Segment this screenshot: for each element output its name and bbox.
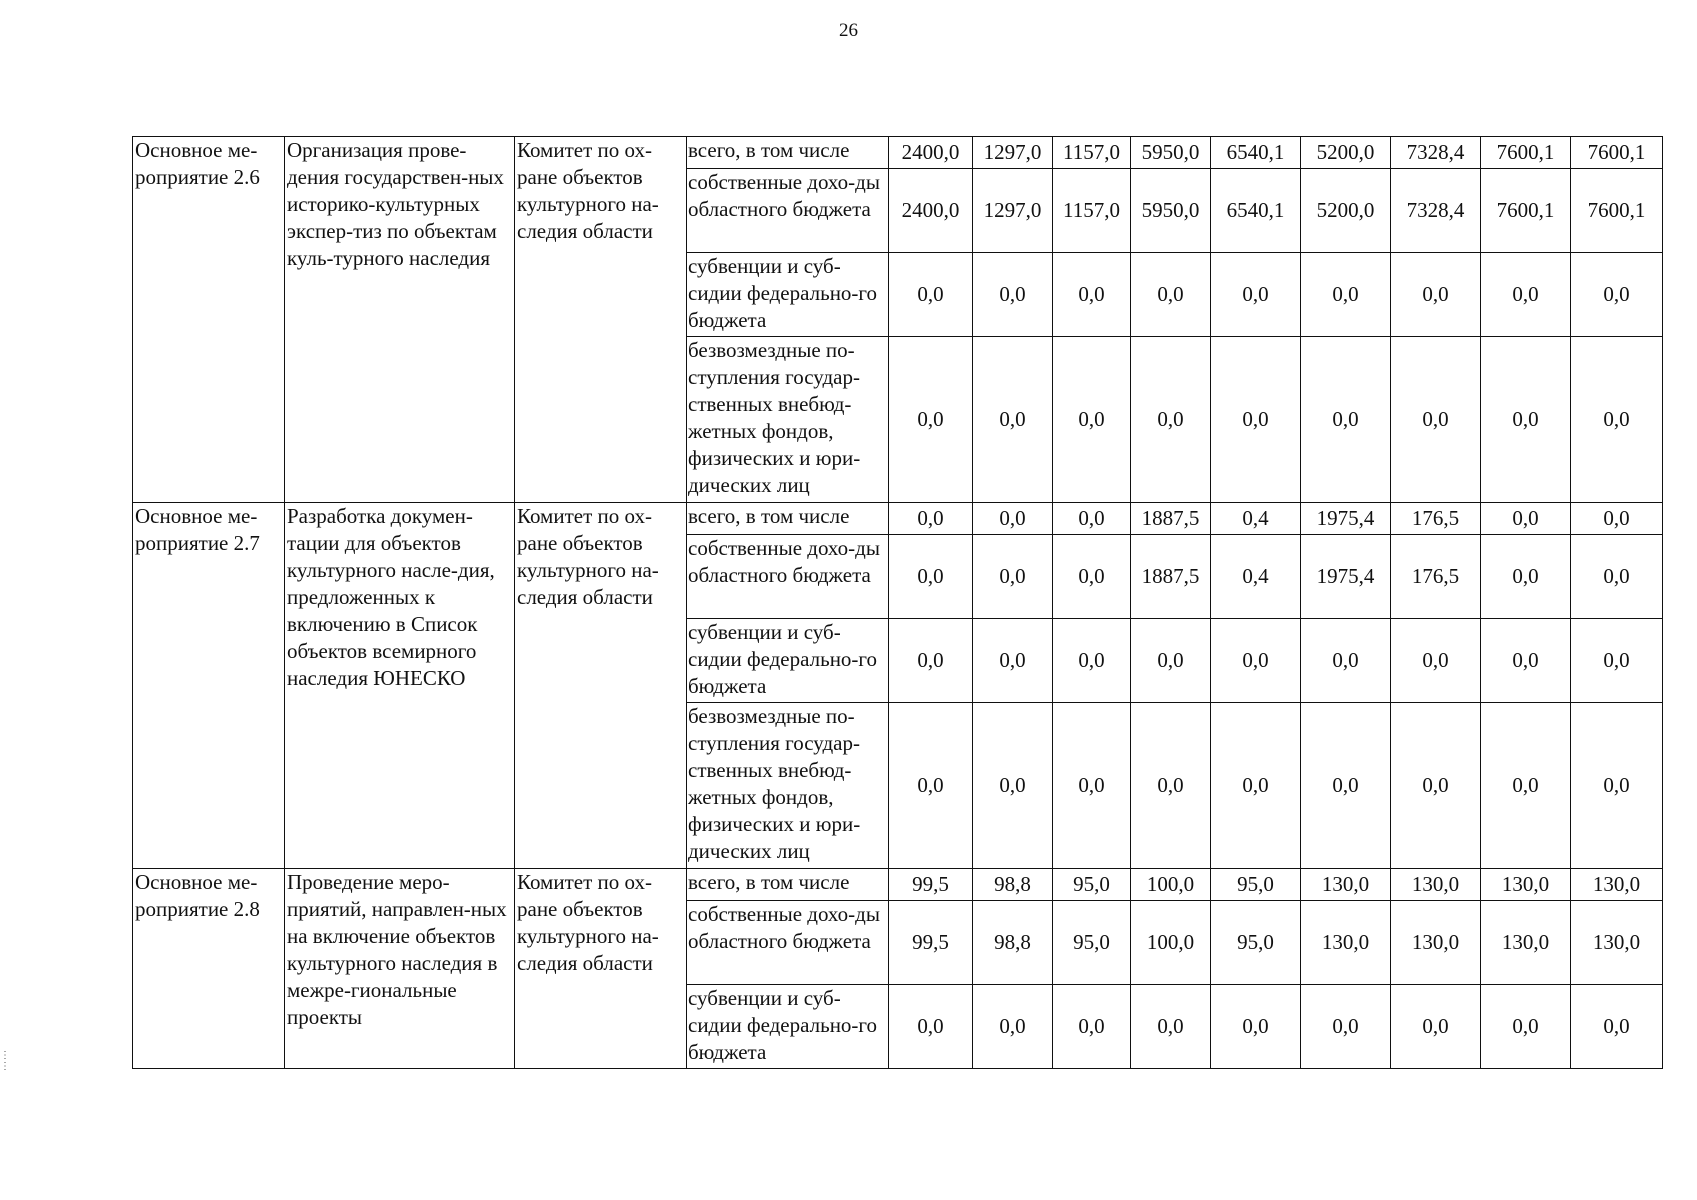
- amount-cell: 0,0: [1391, 703, 1481, 869]
- table-body: [133, 137, 1663, 1069]
- amount-cell: 0,0: [1053, 985, 1131, 1069]
- amount-cell: 130,0: [1301, 901, 1391, 985]
- amount-cell: 0,0: [889, 253, 973, 337]
- amount-cell: 130,0: [1571, 869, 1663, 901]
- amount-cell: 130,0: [1571, 901, 1663, 985]
- amount-cell: 0,0: [973, 703, 1053, 869]
- amount-cell: 0,0: [1053, 703, 1131, 869]
- description-cell: Организация прове-дения государствен-ных историко-культурных экспер-тиз по объектам куль-турного наследия: [285, 137, 515, 503]
- amount-cell: 0,0: [889, 619, 973, 703]
- amount-cell: 0,0: [1481, 703, 1571, 869]
- amount-cell: 0,0: [973, 619, 1053, 703]
- activity-cell: Основное ме-роприятие 2.8: [133, 869, 285, 1069]
- amount-cell: 7600,1: [1571, 169, 1663, 253]
- amount-cell: 0,4: [1211, 535, 1301, 619]
- amount-cell: 0,0: [1481, 985, 1571, 1069]
- amount-cell: 130,0: [1301, 869, 1391, 901]
- amount-cell: 2400,0: [889, 137, 973, 169]
- amount-cell: 0,0: [1481, 619, 1571, 703]
- amount-cell: 7600,1: [1571, 137, 1663, 169]
- amount-cell: 5200,0: [1301, 169, 1391, 253]
- amount-cell: 130,0: [1391, 869, 1481, 901]
- funding-source-cell: всего, в том числе: [687, 137, 889, 169]
- amount-cell: 0,0: [1481, 337, 1571, 503]
- amount-cell: 0,4: [1211, 503, 1301, 535]
- amount-cell: 1887,5: [1131, 535, 1211, 619]
- amount-cell: 1297,0: [973, 137, 1053, 169]
- amount-cell: 0,0: [1481, 253, 1571, 337]
- amount-cell: 7600,1: [1481, 137, 1571, 169]
- amount-cell: 7328,4: [1391, 169, 1481, 253]
- amount-cell: 95,0: [1053, 869, 1131, 901]
- amount-cell: 1157,0: [1053, 137, 1131, 169]
- amount-cell: 1157,0: [1053, 169, 1131, 253]
- funding-source-cell: всего, в том числе: [687, 503, 889, 535]
- amount-cell: 130,0: [1481, 869, 1571, 901]
- amount-cell: 0,0: [889, 337, 973, 503]
- amount-cell: 98,8: [973, 901, 1053, 985]
- amount-cell: 0,0: [1391, 253, 1481, 337]
- amount-cell: 0,0: [1053, 535, 1131, 619]
- funding-source-cell: субвенции и суб-сидии федерально-го бюджета: [687, 253, 889, 337]
- amount-cell: 6540,1: [1211, 137, 1301, 169]
- amount-cell: 0,0: [1131, 337, 1211, 503]
- description-cell: Проведение меро-приятий, направлен-ных на включение объектов культурного наследия в межре-гиональные проекты: [285, 869, 515, 1069]
- funding-table: [132, 136, 1663, 1069]
- amount-cell: 0,0: [1301, 619, 1391, 703]
- amount-cell: 0,0: [1571, 535, 1663, 619]
- funding-source-cell: собственные дохо-ды областного бюджета: [687, 169, 889, 253]
- amount-cell: 176,5: [1391, 535, 1481, 619]
- amount-cell: 0,0: [1391, 619, 1481, 703]
- amount-cell: 5950,0: [1131, 137, 1211, 169]
- amount-cell: 0,0: [1571, 503, 1663, 535]
- amount-cell: 0,0: [1053, 619, 1131, 703]
- amount-cell: 0,0: [1211, 337, 1301, 503]
- amount-cell: 1297,0: [973, 169, 1053, 253]
- amount-cell: 0,0: [1211, 985, 1301, 1069]
- amount-cell: 95,0: [1211, 869, 1301, 901]
- amount-cell: 5950,0: [1131, 169, 1211, 253]
- table-row: [133, 869, 1663, 901]
- amount-cell: 0,0: [1131, 703, 1211, 869]
- page-number: 26: [839, 20, 858, 41]
- amount-cell: 2400,0: [889, 169, 973, 253]
- amount-cell: 130,0: [1481, 901, 1571, 985]
- amount-cell: 0,0: [889, 703, 973, 869]
- amount-cell: 0,0: [1571, 337, 1663, 503]
- description-cell: Разработка докумен-тации для объектов культурного насле-дия, предложенных к включению в Список объектов всемирного наследия ЮНЕСКО: [285, 503, 515, 869]
- amount-cell: 0,0: [889, 535, 973, 619]
- amount-cell: 0,0: [1391, 337, 1481, 503]
- funding-source-cell: субвенции и суб-сидии федерально-го бюджета: [687, 985, 889, 1069]
- amount-cell: 0,0: [1301, 253, 1391, 337]
- funding-source-cell: безвозмездные по-ступления государ-ственных внебюд-жетных фондов, физических и юри-дических лиц: [687, 337, 889, 503]
- table-row: [133, 503, 1663, 535]
- executor-cell: Комитет по ох-ране объектов культурного на-следия области: [515, 869, 687, 1069]
- amount-cell: 0,0: [973, 253, 1053, 337]
- amount-cell: 0,0: [889, 503, 973, 535]
- amount-cell: 176,5: [1391, 503, 1481, 535]
- amount-cell: 99,5: [889, 901, 973, 985]
- amount-cell: 0,0: [1131, 619, 1211, 703]
- amount-cell: 95,0: [1053, 901, 1131, 985]
- amount-cell: 0,0: [1211, 619, 1301, 703]
- amount-cell: 0,0: [1131, 985, 1211, 1069]
- amount-cell: 0,0: [1053, 337, 1131, 503]
- amount-cell: 100,0: [1131, 869, 1211, 901]
- funding-source-cell: субвенции и суб-сидии федерально-го бюджета: [687, 619, 889, 703]
- amount-cell: 0,0: [1571, 985, 1663, 1069]
- amount-cell: 0,0: [1211, 703, 1301, 869]
- amount-cell: 0,0: [973, 985, 1053, 1069]
- amount-cell: 0,0: [1211, 253, 1301, 337]
- amount-cell: 0,0: [1391, 985, 1481, 1069]
- funding-source-cell: собственные дохо-ды областного бюджета: [687, 901, 889, 985]
- funding-source-cell: собственные дохо-ды областного бюджета: [687, 535, 889, 619]
- amount-cell: 0,0: [1481, 535, 1571, 619]
- amount-cell: 0,0: [1481, 503, 1571, 535]
- amount-cell: 98,8: [973, 869, 1053, 901]
- executor-cell: Комитет по ох-ране объектов культурного на-следия области: [515, 503, 687, 869]
- amount-cell: 0,0: [1301, 703, 1391, 869]
- activity-cell: Основное ме-роприятие 2.6: [133, 137, 285, 503]
- amount-cell: 0,0: [973, 337, 1053, 503]
- activity-cell: Основное ме-роприятие 2.7: [133, 503, 285, 869]
- amount-cell: 6540,1: [1211, 169, 1301, 253]
- amount-cell: 1887,5: [1131, 503, 1211, 535]
- amount-cell: 0,0: [973, 535, 1053, 619]
- amount-cell: 0,0: [1301, 337, 1391, 503]
- funding-source-cell: безвозмездные по-ступления государ-ственных внебюд-жетных фондов, физических и юри-дических лиц: [687, 703, 889, 869]
- amount-cell: 0,0: [1571, 703, 1663, 869]
- amount-cell: 0,0: [1571, 619, 1663, 703]
- scan-margin-marks: ⋮ ⋮: [0, 1050, 10, 1072]
- amount-cell: 0,0: [889, 985, 973, 1069]
- executor-cell: Комитет по ох-ране объектов культурного на-следия области: [515, 137, 687, 503]
- amount-cell: 0,0: [1301, 985, 1391, 1069]
- amount-cell: 100,0: [1131, 901, 1211, 985]
- amount-cell: 0,0: [973, 503, 1053, 535]
- amount-cell: 0,0: [1053, 503, 1131, 535]
- amount-cell: 0,0: [1131, 253, 1211, 337]
- table-row: [133, 137, 1663, 169]
- amount-cell: 95,0: [1211, 901, 1301, 985]
- amount-cell: 1975,4: [1301, 503, 1391, 535]
- amount-cell: 99,5: [889, 869, 973, 901]
- amount-cell: 7600,1: [1481, 169, 1571, 253]
- amount-cell: 0,0: [1571, 253, 1663, 337]
- amount-cell: 7328,4: [1391, 137, 1481, 169]
- amount-cell: 130,0: [1391, 901, 1481, 985]
- amount-cell: 5200,0: [1301, 137, 1391, 169]
- amount-cell: 0,0: [1053, 253, 1131, 337]
- amount-cell: 1975,4: [1301, 535, 1391, 619]
- funding-source-cell: всего, в том числе: [687, 869, 889, 901]
